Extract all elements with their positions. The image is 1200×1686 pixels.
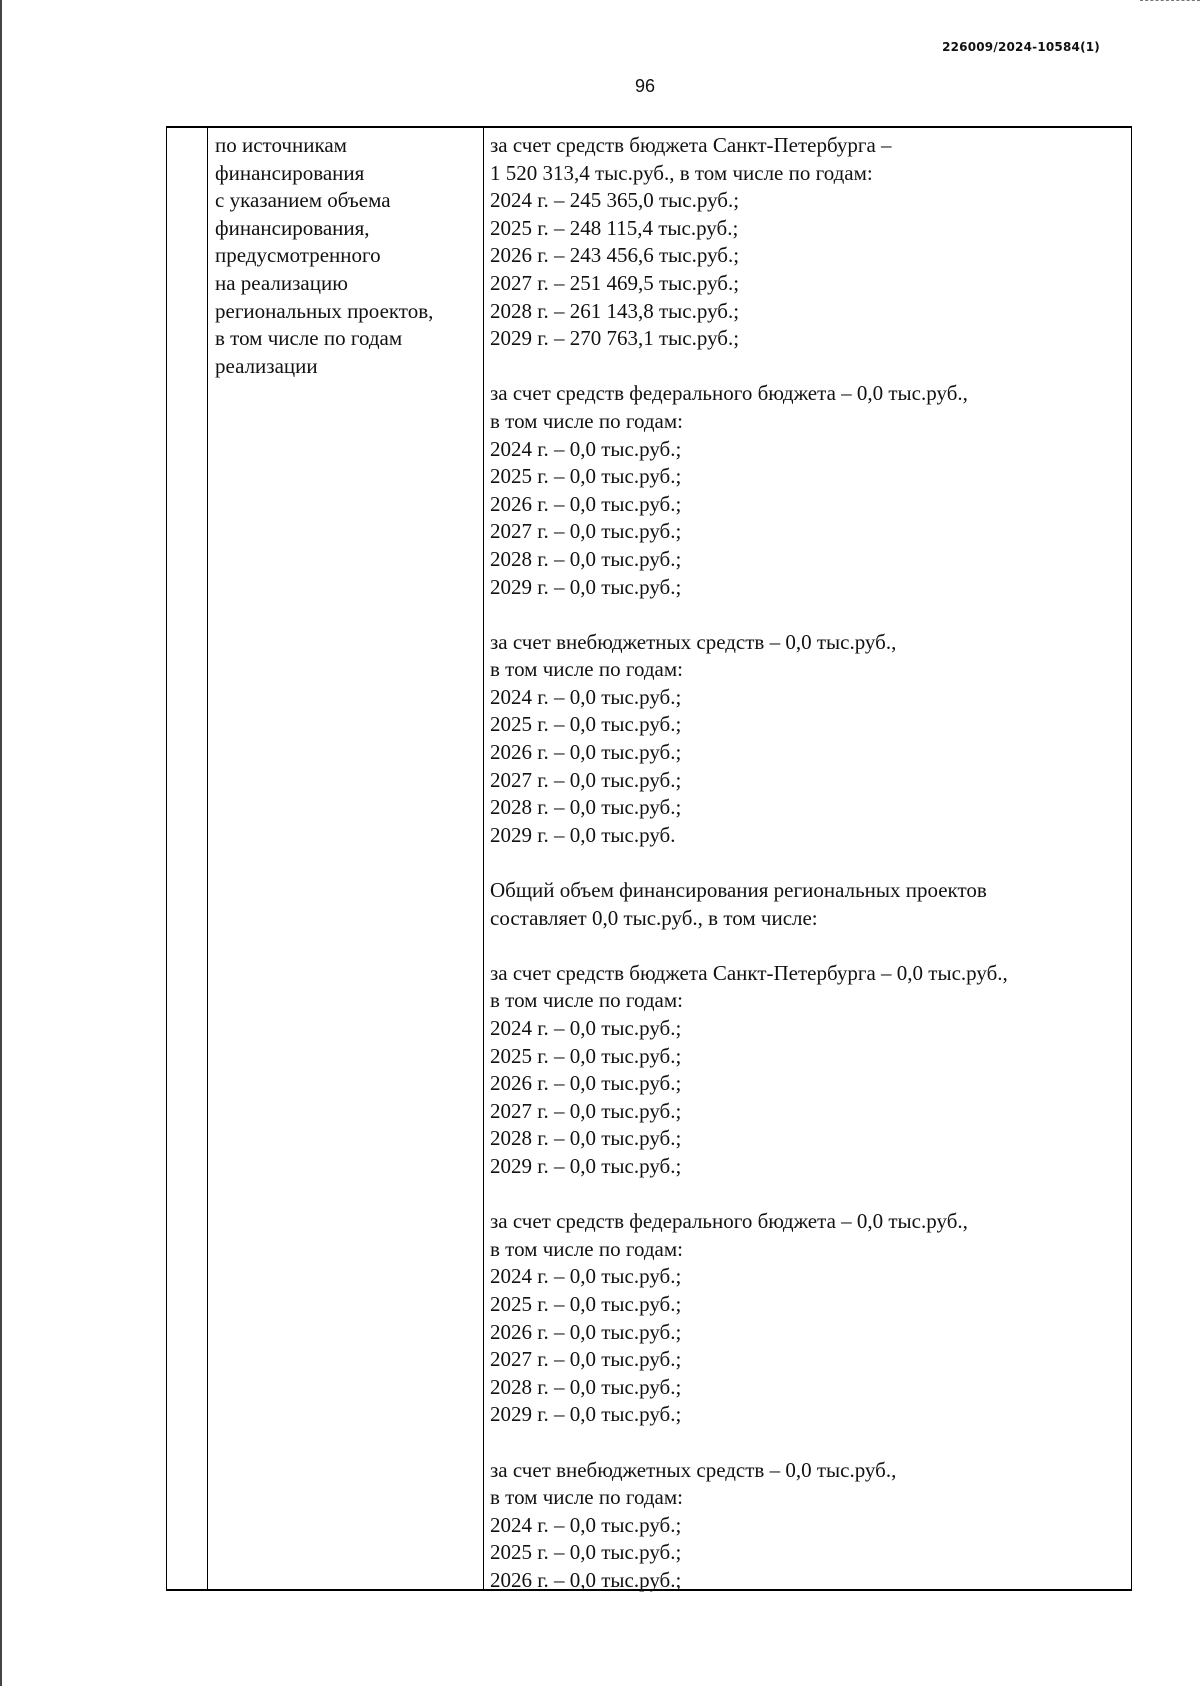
financing-line: в том числе по годам: (490, 408, 683, 433)
financing-line: 2025 г. – 248 115,4 тыс.руб.; (490, 215, 739, 240)
financing-line: 2029 г. – 0,0 тыс.руб.; (490, 574, 682, 599)
financing-line: в том числе по годам: (490, 988, 683, 1013)
block-spacer (490, 353, 1126, 381)
scan-edge-left (0, 0, 2, 1686)
financing-block (490, 1208, 1126, 1429)
document-number: 226009/2024-10584(1) (942, 40, 1100, 54)
label-line: реализации (215, 353, 318, 378)
financing-line: 2027 г. – 251 469,5 тыс.руб.; (490, 270, 740, 295)
financing-line: за счет внебюджетных средств – 0,0 тыс.руб., (490, 629, 897, 654)
financing-line: 2024 г. – 245 365,0 тыс.руб.; (490, 188, 740, 213)
financing-line: 2026 г. – 0,0 тыс.руб.; (490, 740, 682, 765)
financing-line: 2029 г. – 0,0 тыс.руб.; (490, 1153, 682, 1178)
financing-line: в том числе по годам: (490, 1236, 683, 1261)
financing-line: 2024 г. – 0,0 тыс.руб.; (490, 1512, 682, 1537)
financing-block (490, 380, 1126, 601)
block-spacer (490, 1429, 1126, 1457)
financing-block (490, 960, 1126, 1181)
financing-line: 1 520 313,4 тыс.руб., в том числе по годам: (490, 160, 873, 185)
label-line: в том числе по годам (215, 326, 403, 351)
financing-line: 2024 г. – 0,0 тыс.руб.; (490, 684, 682, 709)
block-spacer (490, 1181, 1126, 1209)
page-number: 96 (634, 76, 656, 96)
label-line: финансирования, (215, 215, 370, 240)
scan-mark-top-right (1140, 0, 1200, 1)
financing-line: за счет средств федерального бюджета – 0,0 тыс.руб., (490, 1209, 968, 1234)
financing-line: за счет средств бюджета Санкт-Петербурга – (490, 133, 892, 157)
financing-block (490, 629, 1126, 850)
financing-line: 2024 г. – 0,0 тыс.руб.; (490, 1016, 682, 1040)
financing-line: 2027 г. – 0,0 тыс.руб.; (490, 767, 682, 792)
financing-block (490, 1457, 1126, 1595)
financing-line: 2028 г. – 261 143,8 тыс.руб.; (490, 298, 740, 323)
financing-line: 2029 г. – 0,0 тыс.руб. (490, 822, 676, 847)
financing-line: за счет средств бюджета Санкт-Петербурга – 0,0 тыс.руб., (490, 960, 1008, 985)
financing-line: составляет 0,0 тыс.руб., в том числе: (490, 905, 818, 930)
financing-line: 2028 г. – 0,0 тыс.руб.; (490, 795, 682, 820)
financing-line: 2026 г. – 243 456,6 тыс.руб.; (490, 243, 740, 268)
label-line: с указанием объема (215, 188, 391, 213)
financing-line: 2028 г. – 0,0 тыс.руб.; (490, 1374, 682, 1399)
financing-block (490, 132, 1126, 353)
label-line: предусмотренного (215, 243, 381, 268)
financing-line: 2025 г. – 0,0 тыс.руб.; (490, 1540, 682, 1565)
financing-line: 2027 г. – 0,0 тыс.руб.; (490, 1347, 682, 1372)
financing-line: 2026 г. – 0,0 тыс.руб.; (490, 491, 682, 516)
financing-line: за счет средств федерального бюджета – 0,0 тыс.руб., (490, 381, 968, 406)
financing-line: 2026 г. – 0,0 тыс.руб.; (490, 1071, 682, 1096)
label-line: региональных проектов, (215, 298, 434, 323)
table-divider-2 (483, 128, 484, 1589)
financing-details-cell (490, 132, 1126, 1594)
block-spacer (490, 601, 1126, 629)
financing-line: 2025 г. – 0,0 тыс.руб.; (490, 712, 682, 737)
financing-line: 2029 г. – 270 763,1 тыс.руб.; (490, 326, 740, 351)
financing-line: 2025 г. – 0,0 тыс.руб.; (490, 1043, 682, 1068)
block-spacer (490, 849, 1126, 877)
financing-line: 2024 г. – 0,0 тыс.руб.; (490, 1264, 682, 1289)
financing-line: за счет внебюджетных средств – 0,0 тыс.руб., (490, 1457, 897, 1482)
financing-line: 2028 г. – 0,0 тыс.руб.; (490, 1126, 682, 1151)
financing-line: 2027 г. – 0,0 тыс.руб.; (490, 519, 682, 544)
financing-line: 2025 г. – 0,0 тыс.руб.; (490, 464, 682, 489)
financing-table (166, 126, 1132, 1591)
financing-line: 2029 г. – 0,0 тыс.руб.; (490, 1402, 682, 1427)
label-line: финансирования (215, 160, 365, 185)
financing-line: в том числе по годам: (490, 657, 683, 682)
financing-line: в том числе по годам: (490, 1485, 683, 1510)
financing-line: 2024 г. – 0,0 тыс.руб.; (490, 436, 682, 461)
financing-line: 2027 г. – 0,0 тыс.руб.; (490, 1098, 682, 1123)
financing-line: 2028 г. – 0,0 тыс.руб.; (490, 546, 682, 571)
financing-line: 2025 г. – 0,0 тыс.руб.; (490, 1291, 682, 1316)
table-divider-1 (207, 128, 208, 1589)
block-spacer (490, 932, 1126, 960)
row-label-cell (215, 132, 477, 380)
label-line: на реализацию (215, 270, 348, 295)
label-line: по источникам (215, 133, 347, 157)
financing-line: 2026 г. – 0,0 тыс.руб.; (490, 1319, 682, 1344)
financing-line: Общий объем финансирования региональных проектов (490, 878, 987, 903)
financing-block (490, 877, 1126, 932)
financing-line: 2026 г. – 0,0 тыс.руб.; (490, 1567, 682, 1592)
